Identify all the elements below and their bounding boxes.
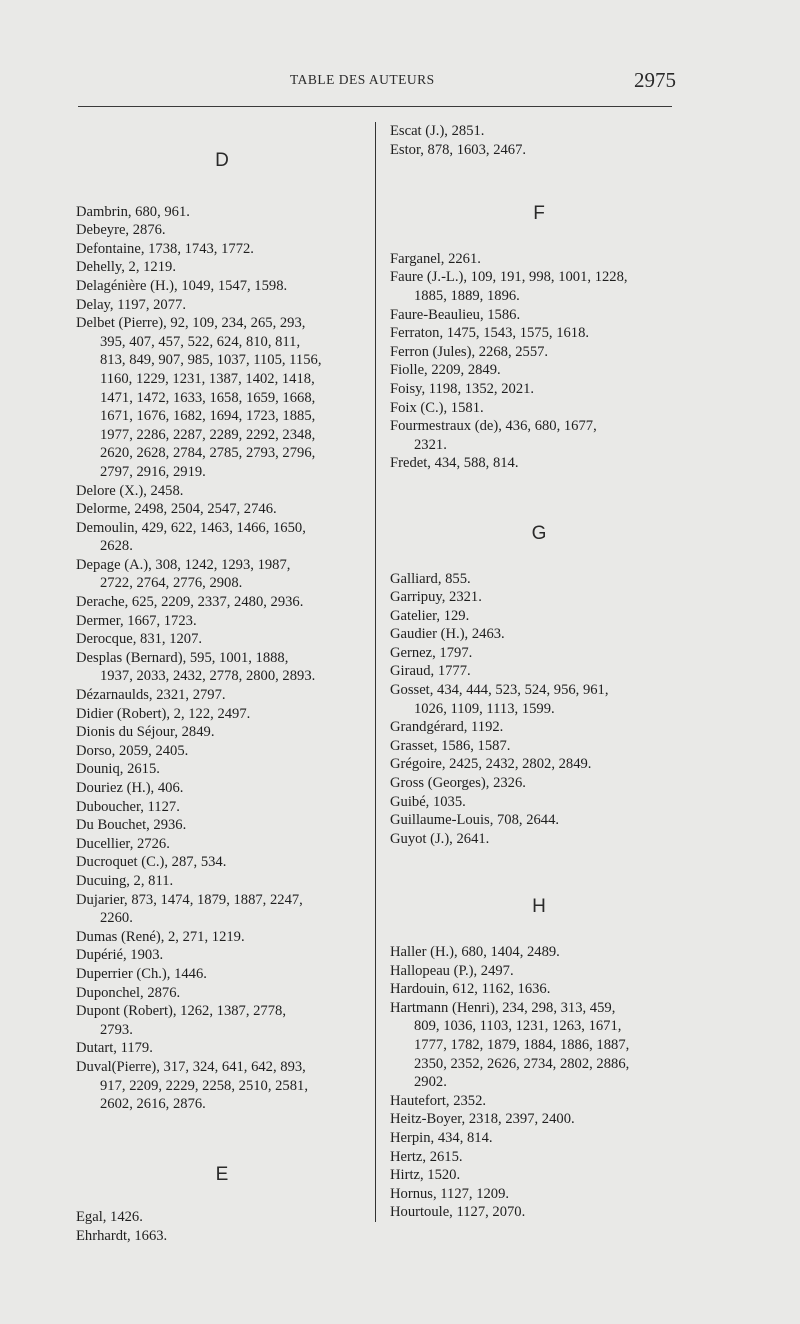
index-entry [390,718,688,737]
index-entry [76,482,368,501]
index-entry [76,835,368,854]
column-divider [375,122,376,1222]
index-entry-continuation: 1885, 1889, 1896. [414,287,520,304]
index-entry [390,1110,688,1129]
index-entry-line: Farganel, 2261. [390,250,481,267]
index-entry [76,779,368,798]
index-entry-line: Egal, 1426. [76,1209,143,1226]
index-entry [390,980,688,999]
index-entry-line: Dupérié, 1903. [76,947,164,964]
right-column [390,122,688,1222]
index-entry [76,649,368,686]
index-entry-line: Hautefort, 2352. [390,1092,487,1109]
index-entry [76,872,368,891]
index-entry [390,250,688,269]
index-entry [76,705,368,724]
index-entry-continuation: 395, 407, 457, 522, 624, 810, 811, [100,333,301,350]
section-g-entries [390,570,688,849]
index-entry [76,258,368,277]
index-entry [76,1058,368,1114]
header-rule [78,106,672,107]
index-entry [390,774,688,793]
index-entry-line: Herpin, 434, 814. [390,1129,493,1146]
index-entry [390,755,688,774]
index-entry [390,943,688,962]
index-entry-line: Derache, 625, 2209, 2337, 2480, 2936. [76,594,304,611]
index-entry-continuation: 917, 2209, 2229, 2258, 2510, 2581, [100,1077,308,1094]
section-letter-h: H [532,896,546,918]
index-entry [76,891,368,928]
index-entry [390,588,688,607]
index-entry-line: Didier (Robert), 2, 122, 2497. [76,705,251,722]
index-entry-line: Desplas (Bernard), 595, 1001, 1888, [76,649,289,666]
index-entry [76,798,368,817]
index-entry-line: Gross (Georges), 2326. [390,775,526,792]
index-entry-line: Guibé, 1035. [390,793,466,810]
index-entry-line: Delorme, 2498, 2504, 2547, 2746. [76,501,277,518]
index-entry [390,122,688,141]
section-letter-f: F [533,203,545,225]
index-entry-line: Hartmann (Henri), 234, 298, 313, 459, [390,999,616,1016]
index-entry [76,1002,368,1039]
index-entry [390,737,688,756]
index-entry-continuation: 2628. [100,538,133,555]
index-entry-line: Delagénière (H.), 1049, 1547, 1598. [76,277,288,294]
index-entry-continuation: 2602, 2616, 2876. [100,1096,206,1113]
index-entry-line: Grasset, 1586, 1587. [390,737,511,754]
index-entry [390,644,688,663]
index-entry-line: Fiolle, 2209, 2849. [390,362,501,379]
index-entry [390,343,688,362]
index-entry-line: Duperrier (Ch.), 1446. [76,965,207,982]
index-entry-continuation: 1937, 2033, 2432, 2778, 2800, 2893. [100,668,316,685]
index-entry [390,607,688,626]
index-entry [76,593,368,612]
index-entry-line: Garripuy, 2321. [390,589,482,606]
index-entry-continuation: 2321. [414,436,447,453]
index-entry [76,928,368,947]
index-entry-line: Gernez, 1797. [390,644,473,661]
index-entry-line: Dionis du Séjour, 2849. [76,724,215,741]
index-entry-continuation: 813, 849, 907, 985, 1037, 1105, 1156, [100,352,322,369]
section-e-entries [76,1208,368,1245]
index-entry [76,984,368,1003]
index-entry [390,454,688,473]
index-entry-line: Grandgérard, 1192. [390,719,504,736]
index-entry [390,417,688,454]
index-entry [76,221,368,240]
index-entry-line: Hirtz, 1520. [390,1167,461,1184]
left-column [76,130,368,1245]
index-entry-line: Demoulin, 429, 622, 1463, 1466, 1650, [76,519,306,536]
index-entry-line: Dupont (Robert), 1262, 1387, 2778, [76,1003,286,1020]
index-entry-line: Hardouin, 612, 1162, 1636. [390,981,551,998]
index-entry [76,630,368,649]
index-entry [76,612,368,631]
index-entry [76,500,368,519]
index-entry [390,570,688,589]
index-entry [76,686,368,705]
index-entry-line: Debeyre, 2876. [76,222,166,239]
index-entry-line: Ducellier, 2726. [76,835,170,852]
index-entry-line: Dujarier, 873, 1474, 1879, 1887, 2247, [76,891,303,908]
index-entry-continuation: 2793. [100,1021,133,1038]
index-entry [390,962,688,981]
index-entry-line: Escat (J.), 2851. [390,123,485,139]
running-head [0,68,800,92]
index-entry-line: Ducroquet (C.), 287, 534. [76,854,227,871]
section-e-continued-entries [390,122,688,159]
index-entry [390,361,688,380]
index-entry [76,816,368,835]
section-letter-d: D [215,150,229,171]
index-entry [390,306,688,325]
index-entry [390,662,688,681]
index-entry [76,240,368,259]
index-entry-line: Ferron (Jules), 2268, 2557. [390,343,549,360]
index-entry-line: Delay, 1197, 2077. [76,296,186,313]
index-entry-line: Fourmestraux (de), 436, 680, 1677, [390,418,597,435]
index-entry [76,556,368,593]
index-entry-line: Duboucher, 1127. [76,798,180,815]
index-entry-line: Hornus, 1127, 1209. [390,1185,510,1202]
index-entry-line: Ducuing, 2, 811. [76,872,174,889]
index-entry [76,277,368,296]
index-entry-line: Guyot (J.), 2641. [390,830,490,847]
index-entry-line: Faure (J.-L.), 109, 191, 998, 1001, 1228, [390,269,628,286]
index-entry [390,999,688,1092]
index-entry-line: Dehelly, 2, 1219. [76,259,176,276]
index-entry [76,946,368,965]
index-entry-continuation: 2350, 2352, 2626, 2734, 2802, 2886, [414,1055,630,1072]
page-title: TABLE DES AUTEURS [290,72,435,87]
section-letter-g: G [531,522,547,544]
index-entry-line: Heitz-Boyer, 2318, 2397, 2400. [390,1111,575,1128]
index-entry-line: Delbet (Pierre), 92, 109, 234, 265, 293, [76,315,306,332]
index-entry-line: Douriez (H.), 406. [76,780,184,796]
index-entry [390,1185,688,1204]
index-entry-line: Douniq, 2615. [76,761,160,778]
index-entry-line: Duval(Pierre), 317, 324, 641, 642, 893, [76,1058,306,1075]
index-entry-line: Giraud, 1777. [390,663,471,680]
index-entry-line: Gosset, 434, 444, 523, 524, 956, 961, [390,682,609,699]
index-entry [390,625,688,644]
index-entry-line: Defontaine, 1738, 1743, 1772. [76,240,254,257]
index-entry-line: Haller (H.), 680, 1404, 2489. [390,944,560,960]
index-entry [76,742,368,761]
index-entry-line: Derocque, 831, 1207. [76,631,203,648]
index-entry [76,1039,368,1058]
index-entry-continuation: 2260. [100,910,133,927]
index-entry-line: Dambrin, 680, 961. [76,203,190,220]
index-entry-line: Galliard, 855. [390,570,471,587]
index-entry [390,1203,688,1222]
index-entry-continuation: 1777, 1782, 1879, 1884, 1886, 1887, [414,1036,630,1053]
index-entry [390,268,688,305]
index-entry-continuation: 2797, 2916, 2919. [100,463,206,480]
index-entry-line: Faure-Beaulieu, 1586. [390,306,521,323]
index-entry [76,853,368,872]
index-entry [390,793,688,812]
index-entry [390,1129,688,1148]
index-entry-line: Dorso, 2059, 2405. [76,742,189,759]
index-entry-line: Du Bouchet, 2936. [76,817,187,834]
index-entry [76,1227,368,1246]
index-entry-continuation: 1977, 2286, 2287, 2289, 2292, 2348, [100,426,316,443]
section-h-entries [390,943,688,1222]
index-entry-continuation: 2620, 2628, 2784, 2785, 2793, 2796, [100,445,316,462]
index-entry [390,141,688,160]
section-letter-e: E [215,1163,229,1185]
index-entry [390,399,688,418]
index-entry-line: Duponchel, 2876. [76,984,181,1001]
index-entry-continuation: 809, 1036, 1103, 1231, 1263, 1671, [414,1018,622,1035]
section-f-entries [390,250,688,473]
index-entry [76,723,368,742]
index-entry-continuation: 2722, 2764, 2776, 2908. [100,575,243,592]
index-entry-line: Hourtoule, 1127, 2070. [390,1204,526,1221]
index-entry-continuation: 1160, 1229, 1231, 1387, 1402, 1418, [100,370,315,387]
index-entry [390,830,688,849]
index-entry [76,203,368,222]
page-number: 2975 [634,68,676,92]
index-entry [76,1208,368,1227]
index-entry [390,811,688,830]
index-entry [390,1092,688,1111]
index-entry-continuation: 1471, 1472, 1633, 1658, 1659, 1668, [100,389,316,406]
index-entry-continuation: 2902. [414,1074,447,1091]
index-entry-line: Ferraton, 1475, 1543, 1575, 1618. [390,325,590,342]
index-entry [76,965,368,984]
index-entry [390,380,688,399]
index-entry [390,681,688,718]
index-entry-line: Estor, 878, 1603, 2467. [390,141,527,158]
index-entry-line: Gatelier, 129. [390,607,470,624]
index-entry-line: Grégoire, 2425, 2432, 2802, 2849. [390,756,592,773]
index-entry [76,296,368,315]
index-entry [390,1148,688,1167]
index-entry-line: Gaudier (H.), 2463. [390,626,505,643]
index-entry-line: Hertz, 2615. [390,1148,463,1165]
index-entry [76,760,368,779]
index-entry [390,324,688,343]
index-entry-line: Ehrhardt, 1663. [76,1227,168,1244]
index-entry-line: Foix (C.), 1581. [390,399,484,416]
index-entry-line: Fredet, 434, 588, 814. [390,455,519,472]
index-entry-line: Dumas (René), 2, 271, 1219. [76,928,245,945]
index-entry-line: Dézarnaulds, 2321, 2797. [76,687,226,704]
index-entry [76,519,368,556]
index-entry-line: Delore (X.), 2458. [76,482,184,499]
index-entry-line: Guillaume-Louis, 708, 2644. [390,812,560,829]
index-entry [76,314,368,481]
index-entry-line: Dutart, 1179. [76,1040,153,1057]
index-entry-continuation: 1026, 1109, 1113, 1599. [414,700,555,717]
index-entry-line: Hallopeau (P.), 2497. [390,962,514,979]
index-entry [390,1166,688,1185]
index-entry-line: Dermer, 1667, 1723. [76,612,197,629]
index-entry-continuation: 1671, 1676, 1682, 1694, 1723, 1885, [100,408,316,425]
index-entry-line: Foisy, 1198, 1352, 2021. [390,380,535,397]
index-entry-line: Depage (A.), 308, 1242, 1293, 1987, [76,556,291,573]
section-d-entries [76,203,368,1114]
